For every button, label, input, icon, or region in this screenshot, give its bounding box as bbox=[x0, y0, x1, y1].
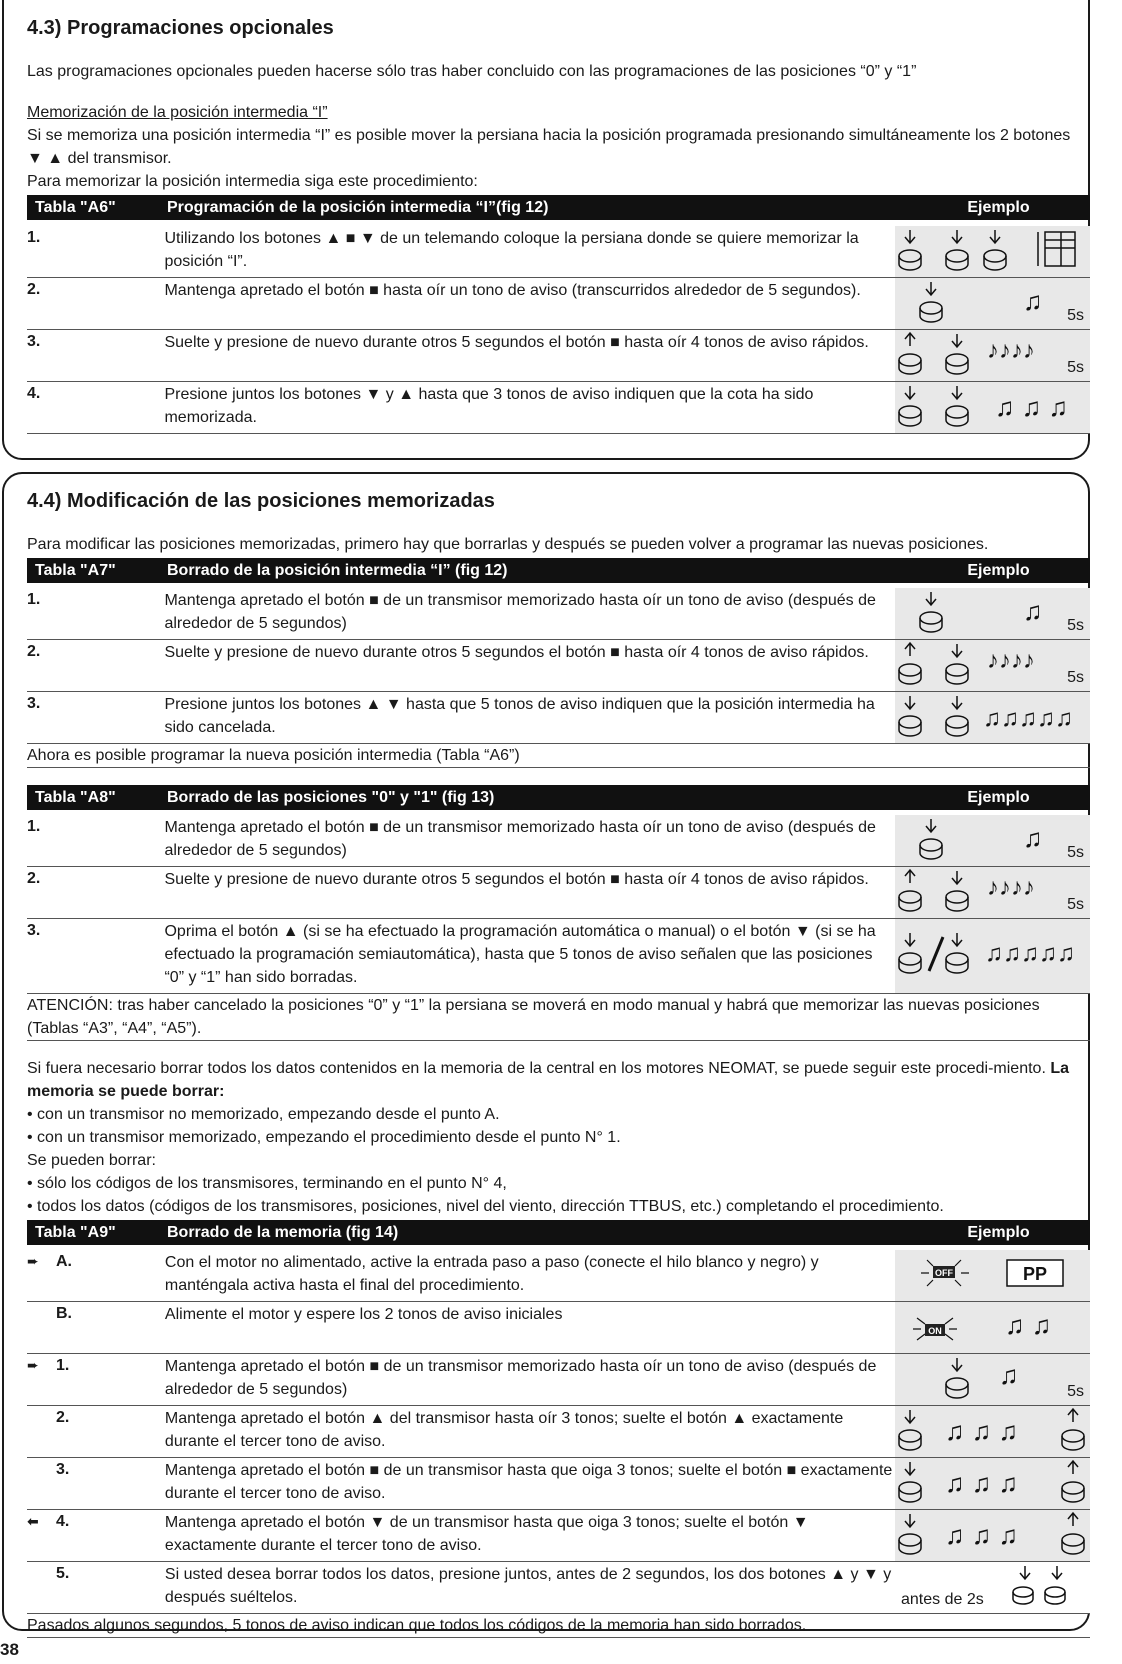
table-footnote: ATENCIÓN: tras haber cancelado la posiciones “0” y “1” la persiana se moverá en modo manual y habrá que memorizar las nuevas posiciones (Tablas “A3”, “A4”, “A5”). bbox=[27, 994, 1090, 1041]
time-label: 5s bbox=[1067, 307, 1084, 324]
remote-buttons-icon bbox=[895, 1406, 1090, 1452]
svg-text:♪♪♪♪: ♪♪♪♪ bbox=[987, 647, 1035, 674]
page-number: 38 bbox=[0, 1640, 19, 1659]
header-cell: Ejemplo bbox=[967, 199, 1030, 216]
svg-text:♫: ♫ bbox=[1023, 596, 1043, 626]
intro-paragraph: Las programaciones opcionales pueden hacerse sólo tras haber concluido con las programaciones de las posiciones “0” y “1” bbox=[27, 63, 917, 80]
step-number: 4. bbox=[27, 385, 41, 402]
intro-paragraph: Para modificar las posiciones memorizadas, primero hay que borrarlas y después se pueden volver a programar las nuevas posiciones. bbox=[27, 536, 989, 553]
remote-buttons-icon bbox=[895, 1458, 1090, 1504]
svg-text:♫: ♫ bbox=[999, 1360, 1019, 1390]
table-footnote: Ahora es posible programar la nueva posición intermedia (Tabla “A6”) bbox=[27, 744, 1090, 768]
example-cell bbox=[895, 1510, 1090, 1561]
table-row bbox=[27, 640, 1090, 692]
step-number: 1. bbox=[27, 591, 41, 608]
svg-text:♫ ♫ ♫: ♫ ♫ ♫ bbox=[945, 1468, 1018, 1498]
switch-on-icon bbox=[895, 1302, 1090, 1348]
step-text: Mantenga apretado el botón ■ de un transmisor hasta que oiga 3 tonos; suelte el botón ■ exactamente durante el tercer tono de aviso. bbox=[164, 1462, 893, 1502]
example-cell bbox=[895, 815, 1090, 866]
bold-text: La memoria se puede borrar: bbox=[27, 1060, 1070, 1100]
svg-text:♫♫♫♫♫: ♫♫♫♫♫ bbox=[983, 705, 1073, 732]
bullet-item: • todos los datos (códigos de los transmisores, posiciones, nivel del viento, dirección TTBUS, etc.) completando el procedimiento. bbox=[27, 1198, 944, 1215]
example-cell bbox=[895, 1250, 1090, 1301]
example-cell bbox=[895, 1354, 1090, 1405]
paragraph-text: Se pueden borrar: bbox=[27, 1152, 156, 1169]
svg-text:♫♫♫♫♫: ♫♫♫♫♫ bbox=[985, 940, 1075, 967]
table-row bbox=[27, 278, 1090, 330]
table-row bbox=[27, 1458, 1090, 1510]
step-text: Suelte y presione de nuevo durante otros 5 segundos el botón ■ hasta oír 4 tonos de aviso rápidos. bbox=[164, 644, 869, 661]
svg-text:♫ ♫ ♫: ♫ ♫ ♫ bbox=[945, 1416, 1018, 1446]
header-cell: Tabla "A6" bbox=[35, 199, 116, 216]
remote-button-icon bbox=[895, 815, 1090, 861]
table-header bbox=[27, 785, 1090, 810]
description: Para memorizar la posición intermedia siga este procedimiento: bbox=[27, 173, 478, 190]
remote-button-icon bbox=[895, 640, 1090, 686]
example-cell bbox=[895, 226, 1090, 277]
section-4-3 bbox=[27, 14, 1090, 434]
step-text: Presione juntos los botones ▼ y ▲ hasta que 3 tonos de aviso indiquen que la cota ha sido memorizada. bbox=[164, 386, 814, 426]
step-text: Mantenga apretado el botón ▲ del transmisor hasta oír 3 tonos; suelte el botón ▲ exactamente durante el tercer tono de aviso. bbox=[164, 1410, 844, 1450]
example-cell bbox=[895, 867, 1090, 918]
section-title: 4.3) Programaciones opcionales bbox=[27, 17, 334, 39]
step-number: 2. bbox=[56, 1409, 70, 1426]
step-number bbox=[27, 1354, 165, 1405]
table-row bbox=[27, 226, 1090, 278]
step-text: Presione juntos los botones ▲ ▼ hasta que 5 tonos de aviso indiquen que la posición intermedia ha sido cancelada. bbox=[164, 696, 875, 736]
pointer-right-icon: ➨ bbox=[27, 1357, 39, 1373]
remote-buttons-icon bbox=[895, 919, 1090, 988]
header-cell: Tabla "A8" bbox=[35, 789, 116, 806]
step-text: Mantenga apretado el botón ■ de un transmisor memorizado hasta oír un tono de aviso (después de alrededor de 5 segundos) bbox=[164, 1358, 877, 1398]
svg-text:♪♪♪♪: ♪♪♪♪ bbox=[987, 337, 1035, 364]
step-number: 5. bbox=[56, 1565, 70, 1582]
table-row bbox=[27, 867, 1090, 919]
step-number: 1. bbox=[27, 818, 41, 835]
on-label: ON bbox=[928, 1326, 942, 1336]
table-row bbox=[27, 692, 1090, 744]
table-header bbox=[27, 558, 1090, 583]
step-text: Oprima el botón ▲ (si se ha efectuado la programación automática o manual) o el botón ▼ (si se ha efectuado la programación semiautomática), hasta que 5 tonos de aviso señalen que las posiciones “0” y “1” han sido borradas. bbox=[164, 923, 876, 986]
header-cell: Tabla "A7" bbox=[35, 562, 116, 579]
bullet-item: • con un transmisor memorizado, empezando el procedimiento desde el punto N° 1. bbox=[27, 1129, 621, 1146]
remote-buttons-icon bbox=[895, 226, 1090, 272]
bullet-item: • sólo los códigos de los transmisores, terminando en el punto N° 4, bbox=[27, 1175, 507, 1192]
time-label: 5s bbox=[1067, 669, 1084, 686]
remote-button-icon bbox=[895, 278, 1090, 324]
step-text: Utilizando los botones ▲ ■ ▼ de un telemando coloque la persiana donde se quiere memorizar la posición “I”. bbox=[164, 230, 859, 270]
remote-button-icon bbox=[895, 867, 1090, 913]
example-cell bbox=[895, 1406, 1090, 1457]
time-label: 5s bbox=[1067, 896, 1084, 913]
step-text: Si usted desea borrar todos los datos, presione juntos, antes de 2 segundos, los dos botones ▲ y ▼ y después suéltelos. bbox=[164, 1566, 892, 1606]
step-text: Alimente el motor y espere los 2 tonos de aviso iniciales bbox=[164, 1306, 563, 1323]
remote-buttons-icon bbox=[895, 692, 1090, 738]
step-label: 1. bbox=[56, 1357, 70, 1374]
switch-off-icon bbox=[895, 1250, 1090, 1296]
example-cell bbox=[895, 1562, 1090, 1613]
svg-text:♪♪♪♪: ♪♪♪♪ bbox=[987, 874, 1035, 901]
time-label: antes de 2s bbox=[901, 1591, 984, 1608]
step-text: Mantenga apretado el botón ■ de un transmisor memorizado hasta oír un tono de aviso (después de alrededor de 5 segundos) bbox=[164, 592, 876, 632]
description: Si se memoriza una posición intermedia “I” es posible mover la persiana hacia la posición programada presionando simultáneamente los 2 botones ▼ ▲ del transmisor. bbox=[27, 127, 1071, 167]
remote-buttons-icon bbox=[895, 382, 1090, 428]
example-cell bbox=[895, 588, 1090, 639]
svg-text:♫: ♫ bbox=[1023, 286, 1043, 316]
table-row bbox=[27, 815, 1090, 867]
header-cell: Borrado de la posición intermedia “I” (fig 12) bbox=[167, 562, 508, 579]
table-row bbox=[27, 1250, 1090, 1302]
pp-label: PP bbox=[1022, 1264, 1048, 1284]
svg-text:♫ ♫ ♫: ♫ ♫ ♫ bbox=[945, 1520, 1018, 1550]
table-header bbox=[27, 195, 1090, 220]
header-cell: Borrado de las posiciones "0" y "1" (fig 13) bbox=[167, 789, 495, 806]
table-row bbox=[27, 1354, 1090, 1406]
svg-text:♫ ♫ ♫: ♫ ♫ ♫ bbox=[995, 392, 1068, 422]
example-cell bbox=[895, 640, 1090, 691]
subtitle: Memorización de la posición intermedia “I” bbox=[27, 104, 328, 121]
bullet-item: • con un transmisor no memorizado, empezando desde el punto A. bbox=[27, 1106, 500, 1123]
example-cell bbox=[895, 1302, 1090, 1353]
header-cell: Tabla "A9" bbox=[35, 1224, 116, 1241]
example-cell bbox=[895, 382, 1090, 433]
time-label: 5s bbox=[1067, 359, 1084, 376]
header-cell: Ejemplo bbox=[967, 562, 1030, 579]
step-number: 3. bbox=[27, 922, 41, 939]
time-label: 5s bbox=[1067, 844, 1084, 861]
step-number: 3. bbox=[56, 1461, 70, 1478]
step-text: Suelte y presione de nuevo durante otros 5 segundos el botón ■ hasta oír 4 tonos de aviso rápidos. bbox=[164, 334, 869, 351]
remote-button-icon bbox=[895, 588, 1090, 634]
table-row bbox=[27, 330, 1090, 382]
time-label: 5s bbox=[1067, 1383, 1084, 1400]
table-row bbox=[27, 382, 1090, 434]
table-row bbox=[27, 919, 1090, 994]
section-title: 4.4) Modificación de las posiciones memorizadas bbox=[27, 490, 495, 512]
step-text: Mantenga apretado el botón ■ hasta oír un tono de aviso (transcurridos alrededor de 5 segundos). bbox=[164, 282, 861, 299]
step-text: Mantenga apretado el botón ▼ de un transmisor hasta que oiga 3 tonos; suelte el botón ▼ exactamente durante el tercer tono de aviso. bbox=[164, 1514, 809, 1554]
step-number: 3. bbox=[27, 695, 41, 712]
step-text: Mantenga apretado el botón ■ de un transmisor memorizado hasta oír un tono de aviso (después de alrededor de 5 segundos) bbox=[164, 819, 876, 859]
remote-button-icon bbox=[895, 1354, 1090, 1400]
step-number: B. bbox=[56, 1305, 72, 1322]
step-number: 2. bbox=[27, 281, 41, 298]
step-number bbox=[27, 1510, 165, 1561]
step-label: A. bbox=[56, 1253, 72, 1270]
memory-paragraph bbox=[27, 1057, 1090, 1103]
step-number: 2. bbox=[27, 870, 41, 887]
header-cell: Programación de la posición intermedia “I”(fig 12) bbox=[167, 199, 549, 216]
example-cell bbox=[895, 1458, 1090, 1509]
time-label: 5s bbox=[1067, 617, 1084, 634]
pointer-right-icon: ➨ bbox=[27, 1253, 39, 1269]
step-number bbox=[27, 1250, 165, 1301]
header-cell: Ejemplo bbox=[967, 789, 1030, 806]
table-row bbox=[27, 1302, 1090, 1354]
step-label: 4. bbox=[56, 1513, 70, 1530]
off-label: OFF bbox=[935, 1268, 953, 1278]
remote-button-icon bbox=[895, 330, 1090, 376]
table-row bbox=[27, 1406, 1090, 1458]
pointer-left-icon: ⬅ bbox=[27, 1513, 39, 1529]
table-row bbox=[27, 1562, 1090, 1614]
step-text: Suelte y presione de nuevo durante otros 5 segundos el botón ■ hasta oír 4 tonos de aviso rápidos. bbox=[164, 871, 869, 888]
header-cell: Borrado de la memoria (fig 14) bbox=[167, 1224, 399, 1241]
step-number: 3. bbox=[27, 333, 41, 350]
table-footnote: Pasados algunos segundos, 5 tonos de aviso indican que todos los códigos de la memoria han sido borrados. bbox=[27, 1614, 1090, 1638]
section-4-4 bbox=[27, 487, 1090, 1638]
example-cell bbox=[895, 330, 1090, 381]
step-text: Con el motor no alimentado, active la entrada paso a paso (conecte el hilo blanco y negro) y manténgala activa hasta el final del procedimiento. bbox=[164, 1254, 819, 1294]
step-number: 1. bbox=[27, 229, 41, 246]
example-cell bbox=[895, 919, 1090, 993]
example-cell bbox=[895, 278, 1090, 329]
remote-buttons-icon bbox=[895, 1510, 1090, 1556]
table-row bbox=[27, 588, 1090, 640]
example-cell bbox=[895, 692, 1090, 743]
table-header bbox=[27, 1220, 1090, 1245]
paragraph-text: Si fuera necesario borrar todos los datos contenidos en la memoria de la central en los motores NEOMAT, se puede seguir este procedi-miento. bbox=[27, 1060, 1046, 1077]
svg-text:♫ ♫: ♫ ♫ bbox=[1005, 1310, 1052, 1340]
svg-text:♫: ♫ bbox=[1023, 823, 1043, 853]
table-row bbox=[27, 1510, 1090, 1562]
header-cell: Ejemplo bbox=[967, 1224, 1030, 1241]
step-number: 2. bbox=[27, 643, 41, 660]
